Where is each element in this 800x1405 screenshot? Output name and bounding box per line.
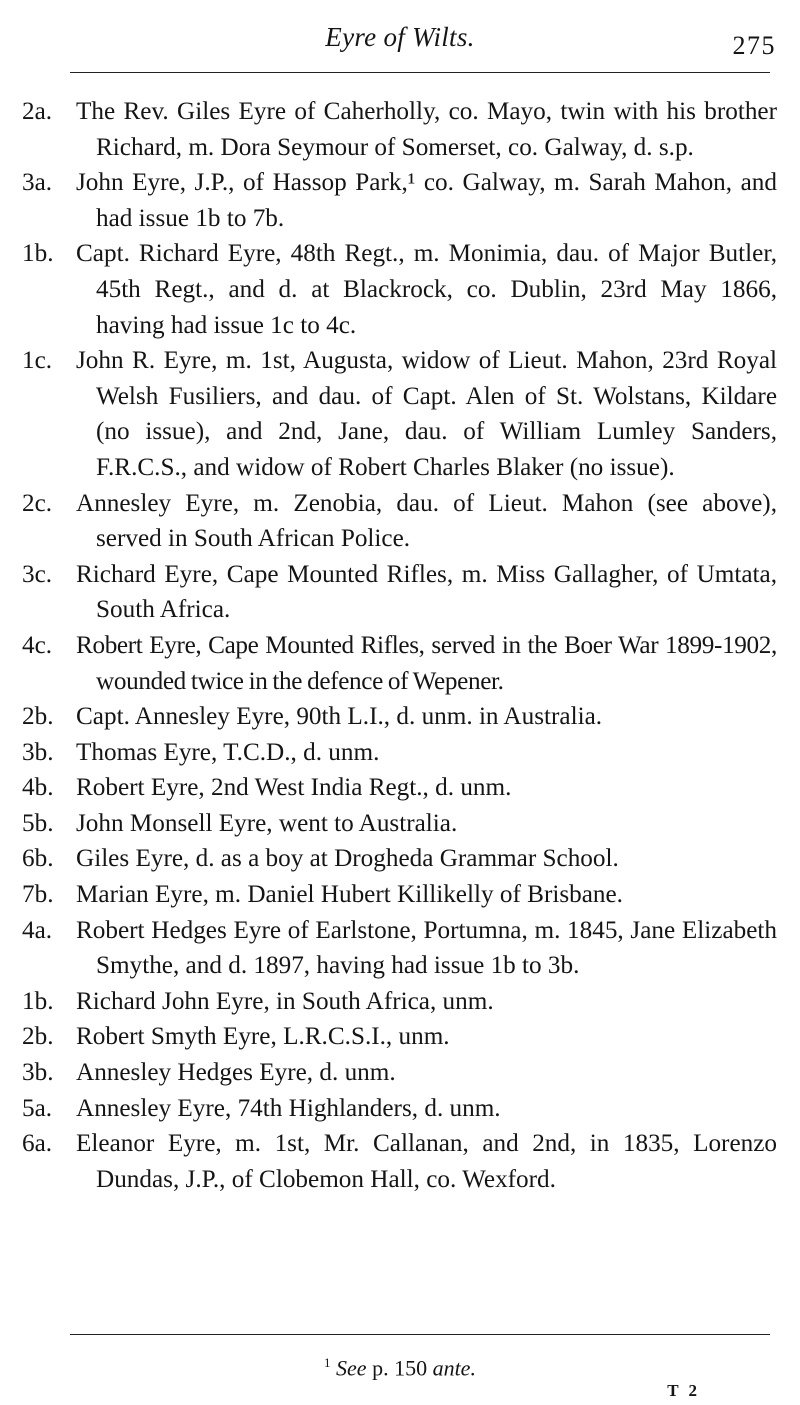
list-item [22, 94, 777, 165]
footnote-see: See [336, 1355, 367, 1381]
genealogy-list [22, 94, 777, 1197]
entry-key: 2a. [22, 98, 53, 125]
entry-key: 4c. [22, 631, 53, 659]
entry-text: Robert Smyth Eyre, L.R.C.S.I., unm. [76, 1023, 450, 1051]
entry-key: 2b. [22, 1023, 54, 1051]
entry-key: 1c. [22, 347, 53, 375]
entry-text: Robert Eyre, Cape Mounted Rifles, served in the Boer War 1899-1902, wounded twice in the defence of Wepener. [76, 631, 777, 695]
entry-key: 5b. [22, 809, 54, 837]
entry-key: 3b. [22, 1059, 54, 1087]
entry-text: Capt. Richard Eyre, 48th Regt., m. Monimia, dau. of Major Butler, 45th Regt., and d. at Blackrock, co. Dublin, 23rd May 1866, having had issue 1c to 4c. [76, 240, 777, 339]
list-item [22, 1126, 777, 1197]
list-item [22, 1019, 777, 1055]
entry-text: Capt. Annesley Eyre, 90th L.I., d. unm. in Australia. [76, 703, 603, 731]
footnote-rule [70, 1334, 770, 1335]
entry-text: Annesley Eyre, 74th Highlanders, d. unm. [76, 1094, 501, 1122]
entry-text: Giles Eyre, d. as a boy at Drogheda Grammar School. [76, 845, 619, 873]
entry-key: 1b. [22, 987, 54, 1015]
entry-key: 6a. [22, 1130, 53, 1158]
entry-key: 6b. [22, 845, 54, 873]
entry-text: John R. Eyre, m. 1st, Augusta, widow of Lieut. Mahon, 23rd Royal Welsh Fusiliers, and dau. of Capt. Alen of St. Wolstans, Kildare (no issue), and 2nd, Jane, dau. of William Lumley Sanders, F.R.C.S., and widow of Robert Charles Blaker (no issue). [76, 347, 777, 481]
entry-key: 4a. [22, 916, 53, 944]
entry-text: John Monsell Eyre, went to Australia. [76, 809, 458, 837]
entry-text: Marian Eyre, m. Daniel Hubert Killikelly of Brisbane. [76, 881, 623, 909]
list-item [22, 343, 777, 485]
footnote-page: p. 150 [372, 1355, 428, 1381]
footnote-marker: 1 [324, 1355, 331, 1370]
list-item [22, 628, 777, 699]
list-item [22, 984, 777, 1020]
entry-text: Richard Eyre, Cape Mounted Rifles, m. Miss Gallagher, of Umtata, South Africa. [76, 560, 777, 624]
entry-key: 5a. [22, 1094, 53, 1122]
entry-key: 3b. [22, 738, 54, 766]
running-title: Eyre of Wilts. [325, 22, 475, 52]
entry-text: Annesley Eyre, m. Zenobia, dau. of Lieut. Mahon (see above), served in South African Police. [76, 489, 777, 553]
entry-text: John Eyre, J.P., of Hassop Park,¹ co. Galway, m. Sarah Mahon, and had issue 1b to 7b. [76, 169, 777, 232]
list-item [22, 699, 777, 735]
header-rule [70, 72, 770, 73]
entry-text: Thomas Eyre, T.C.D., d. unm. [76, 738, 380, 766]
entry-key: 1b. [22, 240, 54, 268]
entry-key: 2b. [22, 703, 54, 731]
list-item [22, 806, 777, 842]
entry-text: The Rev. Giles Eyre of Caherholly, co. Mayo, twin with his brother Richard, m. Dora Seymour of Somerset, co. Galway, d. s.p. [76, 98, 777, 161]
list-item [22, 735, 777, 771]
list-item [22, 913, 777, 984]
list-item [22, 557, 777, 628]
list-item [22, 877, 777, 913]
list-item [22, 841, 777, 877]
entry-key: 4b. [22, 774, 54, 802]
entry-key: 2c. [22, 489, 53, 517]
footnote-ante: ante. [432, 1355, 476, 1381]
page-header [0, 0, 800, 80]
entry-key: 3c. [22, 560, 53, 588]
page-number: 275 [732, 31, 776, 60]
list-item [22, 486, 777, 557]
entry-text: Annesley Hedges Eyre, d. unm. [76, 1059, 396, 1087]
entry-key: 3a. [22, 169, 53, 197]
entry-text: Richard John Eyre, in South Africa, unm. [76, 987, 494, 1015]
list-item [22, 236, 777, 343]
entry-text: Robert Eyre, 2nd West India Regt., d. unm. [76, 774, 512, 802]
entry-text: Robert Hedges Eyre of Earlstone, Portumna, m. 1845, Jane Elizabeth Smythe, and d. 1897, having had issue 1b to 3b. [76, 916, 777, 980]
footnote [0, 1355, 800, 1381]
list-item [22, 165, 777, 236]
entry-key: 7b. [22, 881, 54, 909]
entry-text: Eleanor Eyre, m. 1st, Mr. Callanan, and 2nd, in 1835, Lorenzo Dundas, J.P., of Clobemon Hall, co. Wexford. [76, 1130, 777, 1193]
list-item [22, 1055, 777, 1091]
list-item [22, 770, 777, 806]
list-item [22, 1091, 777, 1127]
signature-mark: T 2 [667, 1381, 700, 1400]
